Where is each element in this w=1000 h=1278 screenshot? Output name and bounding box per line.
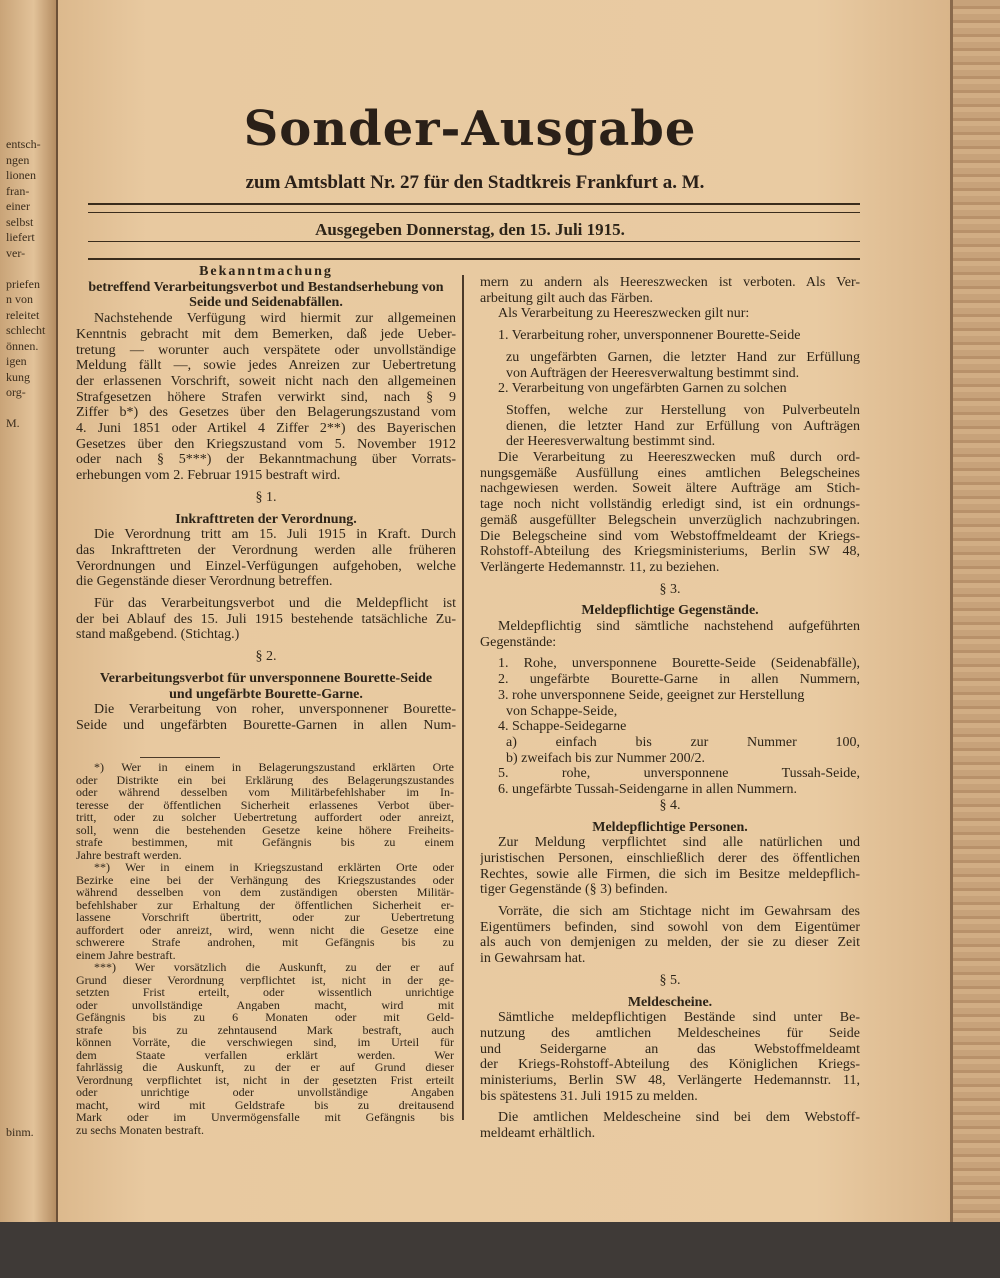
text-line: 6. ungefärbte Tussah-Seidengarne in allen Nummern.: [498, 782, 797, 798]
footnote-line: zu sechs Monaten bestraft.: [76, 1123, 204, 1136]
footnote-line: Grund dieser Verordnung verpflichtet ist, nicht in der ge-: [76, 973, 454, 986]
spacer: [76, 734, 456, 740]
text-line: tiger Gegenstände (§ 3) befinden.: [480, 882, 668, 898]
text-line: das Inkrafttreten der Verordnung werden alle früheren: [76, 542, 456, 558]
margin-text-fragment: entsch-: [6, 137, 41, 151]
text-line: Vorräte, die sich am Stichtage nicht im Gewahrsam des: [498, 904, 860, 920]
footnote-line: strafe bestimmen, mit Gefängnis bis zu einem: [76, 836, 454, 849]
footnote-line: können Vorräte, die verschwiegen sind, im Urteil für: [76, 1036, 454, 1049]
text-line: juristischen Personen, einschließlich derer des öffentlichen: [480, 850, 860, 866]
footnote-line: schwerere Strafe androhen, mit Gefängnis bis zu: [76, 936, 454, 949]
margin-text-fragment: schlecht: [6, 323, 46, 337]
margin-text-fragment: M.: [6, 416, 20, 430]
text-line: und Seidergarne an das Webstoffmeldeamt: [480, 1041, 860, 1057]
footnote-line: soll, wenn die bestehenden Gesetze keine höhere Freiheits-: [76, 823, 454, 836]
text-line: Gegenstände:: [480, 634, 557, 650]
section-number: § 4.: [659, 797, 681, 813]
margin-text-fragment: binm.: [6, 1125, 34, 1139]
text-line: Seide und ungefärbten Bourette-Garnen in allen Num-: [76, 717, 456, 733]
text-line: Stoffen, welche zur Herstellung von Pulverbeuteln: [506, 402, 860, 418]
text-line: in Gewahrsam hat.: [480, 951, 586, 967]
text-line: 4. Schappe-Seidegarne: [498, 719, 627, 735]
text-line: Verlängerte Hedemannstr. 11, zu beziehen.: [480, 559, 720, 575]
divider: [88, 258, 860, 260]
text-line: von Schappe-Seide,: [506, 703, 618, 719]
text-line: nachgewiesen werden. Soweit ältere Aufträge am Stich-: [480, 481, 860, 497]
text-line: Ziffer b*) des Gesetzes über den Belagerungszustand vom: [76, 405, 456, 421]
section-number: § 3.: [659, 581, 681, 597]
text-line: Meldung fällt —, sowie jedes Anreizen zur Uebertretung: [76, 358, 456, 374]
text-line: Für das Verarbeitungsverbot und die Meldepflicht ist: [94, 596, 456, 612]
page-subtitle: zum Amtsblatt Nr. 27 für den Stadtkreis Frankfurt a. M.: [245, 172, 705, 193]
footnote-line: *) Wer in einem in Belagerungszustand erklärten Orte: [94, 761, 454, 774]
text-line: arbeitung gilt auch das Färben.: [480, 290, 654, 306]
previous-page-edge: [0, 0, 58, 1230]
text-line: 1. Verarbeitung roher, unversponnener Bourette-Seide: [498, 328, 801, 344]
page-stack-edge: [950, 0, 1000, 1222]
footnote-line: tritt, oder zu solcher Uebertretung auffordert oder anreizt,: [76, 811, 454, 824]
text-line: 4. Juni 1851 oder Artikel 4 Ziffer 2**) des Bayerischen: [76, 421, 456, 437]
footnote-line: auffordert oder anreizt, wird, wenn nicht die Gesetze eine: [76, 923, 454, 936]
text-line: nungsgemäße Ausfüllung eines amtlichen Belegscheines: [480, 465, 860, 481]
text-line: 5. rohe, unversponnene Tussah-Seide,: [498, 766, 860, 782]
text-line: bis spätestens 31. Juli 1915 zu melden.: [480, 1088, 698, 1104]
footnote-line: Verordnung verpflichtet ist, nicht in der gesetzten Frist erteilt: [76, 1073, 454, 1086]
text-line: erhebungen vom 2. Februar 1915 bestraft wird.: [76, 468, 341, 484]
left-column: [76, 264, 456, 740]
section-heading: Verarbeitungsverbot für unversponnene Bourette-Seide: [99, 670, 433, 686]
text-line: der Heeresverwaltung bestimmt sind.: [506, 434, 716, 450]
footnote-line: Mark oder im Unvermögensfalle mit Gefängnis bis: [76, 1111, 454, 1124]
divider: [88, 241, 860, 242]
footnote-line: lassene Vorschrift übertritt, oder zur Uebertretung: [76, 911, 454, 924]
column-divider: [462, 275, 464, 1120]
text-line: Meldepflichtig sind sämtliche nachstehend aufgeführten: [498, 619, 860, 635]
margin-text-fragment: releitet: [6, 307, 40, 322]
text-line: Die Verarbeitung von roher, unversponnener Bourette-: [94, 702, 456, 718]
spacer: [480, 1142, 860, 1148]
text-line: tretung — worunter auch verspätete oder unvollständige: [76, 342, 456, 358]
section-heading: und ungefärbte Bourette-Garne.: [169, 686, 363, 702]
text-line: Sämtliche meldepflichtigen Bestände sind unter Be-: [498, 1010, 860, 1026]
footnote-line: **) Wer in einem in Kriegszustand erklärten Orte oder: [94, 861, 454, 874]
text-line: Nachstehende Verfügung wird hiermit zur allgemeinen: [94, 311, 456, 327]
margin-text-fragment: igen: [6, 354, 27, 368]
footnote-line: oder Distrikte ein bei Erklärung des Belagerungszustandes: [76, 773, 454, 786]
section-heading: Meldescheine.: [627, 994, 713, 1010]
text-line: Als Verarbeitung zu Heereszwecken gilt nur:: [498, 306, 750, 322]
text-line: als auch von demjenigen zu melden, der sie zu dieser Zeit: [480, 935, 860, 951]
text-line: der bei Ablauf des 15. Juli 1915 bestehende tatsächliche Zu-: [76, 611, 456, 627]
section-number: § 5.: [659, 972, 681, 988]
text-line: Rechtes, sowie alle Firmen, die sich im Besitze meldepflich-: [480, 866, 860, 882]
footnotes: [76, 761, 454, 1136]
margin-text-fragment: fran-: [6, 183, 30, 198]
text-line: meldeamt erhältlich.: [480, 1126, 596, 1142]
margin-text-fragment: önnen.: [6, 338, 39, 353]
text-line: Die Verarbeitung zu Heereszwecken muß durch ord-: [498, 450, 860, 466]
footnote-line: Bezirke eine bei der Verhängung des Kriegszustandes oder: [76, 873, 454, 886]
text-line: der Kriegs-Rohstoff-Abteilung des Königlichen Kriegs-: [480, 1057, 860, 1073]
margin-text-fragment: kung: [6, 369, 30, 384]
text-line: Die Verordnung tritt am 15. Juli 1915 in Kraft. Durch: [94, 527, 456, 543]
footnote-line: oder während desselben vom Militärbefehlshaber im In-: [76, 786, 454, 799]
divider: [88, 203, 860, 205]
margin-text-fragment: liefert: [6, 230, 35, 244]
text-line: tage noch nicht vollständig erledigt sind, ist ein ordnungs-: [480, 497, 860, 513]
footnote-line: dem Staate verfallen erklärt werden. Wer: [76, 1048, 454, 1061]
text-line: Strafgesetzen höhere Strafen verwirkt sind, nach § 9: [76, 389, 456, 405]
text-line: nutzung des amtlichen Meldescheines für Seide: [480, 1025, 860, 1041]
text-line: von Aufträgen der Heeresverwaltung bestimmt sind.: [506, 365, 800, 381]
footnote-line: fahrlässig die Auskunft, zu der er auf Grund dieser: [76, 1061, 454, 1074]
text-line: a) einfach bis zur Nummer 100,: [506, 734, 860, 750]
text-line: 3. rohe unversponnene Seide, geeignet zur Herstellung: [498, 687, 805, 703]
text-line: 1. Rohe, unversponnene Bourette-Seide (Seidenabfälle),: [498, 656, 860, 672]
section-heading: betreffend Verarbeitungsverbot und Bestandserhebung von: [88, 279, 444, 295]
footnote-line: teresse der öffentlichen Sicherheit erlassenes Verbot über-: [76, 798, 454, 811]
text-line: b) zweifach bis zur Nummer 200/2.: [506, 750, 706, 766]
section-heading: Meldepflichtige Personen.: [592, 819, 748, 835]
margin-text-fragment: ver-: [6, 245, 26, 260]
issue-date: Ausgegeben Donnerstag, den 15. Juli 1915.: [315, 220, 625, 239]
margin-text-fragment: org-: [6, 385, 26, 399]
footnote-line: befehlshaber zur Erhaltung der öffentlichen Sicherheit er-: [76, 898, 454, 911]
text-line: Die Belegscheine sind vom Webstoffmeldeamt der Kriegs-: [480, 528, 860, 544]
text-line: 2. ungefärbte Bourette-Garne in allen Nummern,: [498, 672, 860, 688]
text-line: Gesetzes über den Kriegszustand vom 5. November 1912: [76, 436, 456, 452]
footnote-line: während desselben von dem zuständigen obersten Militär-: [76, 886, 454, 899]
text-line: ministeriums, Berlin SW 48, Verlängerte Hedemannstr. 11,: [480, 1073, 860, 1089]
text-line: mern zu andern als Heereszwecken ist verboten. Als Ver-: [480, 275, 860, 290]
footnote-line: macht, wird mit Geldstrafe bis zu dreitausend: [76, 1098, 454, 1111]
margin-text-fragment: selbst: [6, 214, 34, 229]
margin-text-fragment: ngen: [6, 152, 30, 167]
section-heading: Seide und Seidenabfällen.: [189, 295, 343, 311]
text-line: dienen, die letzter Hand zur Erfüllung von Aufträgen: [506, 418, 860, 434]
footnote-line: oder unvollständige Angaben macht, wird mit: [76, 998, 454, 1011]
footnote-line: Gefängnis bis zu 6 Monaten oder mit Geld-: [76, 1011, 454, 1024]
text-line: Die amtlichen Meldescheine sind bei dem Webstoff-: [498, 1110, 860, 1126]
divider: [88, 212, 860, 213]
margin-text-fragment: priefen: [6, 276, 40, 291]
book-cover-bottom: [0, 1222, 1000, 1278]
footnote-line: einem Jahre bestraft.: [76, 948, 176, 961]
margin-text-fragment: einer: [6, 199, 30, 213]
text-line: Eigentümers befinden, sind sowohl von dem Eigentümer: [480, 919, 860, 935]
footnote-line: Jahre bestraft werden.: [76, 848, 182, 861]
text-line: oder nach § 5***) der Bekanntmachung über Vorrats-: [76, 452, 456, 468]
footnote-line: oder unrichtige oder unvollständige Angaben: [76, 1086, 454, 1099]
section-heading: Meldepflichtige Gegenstände.: [581, 603, 759, 619]
text-line: der erlassenen Vorschrift, soweit nicht nach den allgemeinen: [76, 373, 456, 389]
text-line: zu ungefärbten Garnen, die letzter Hand zur Erfüllung: [506, 349, 860, 365]
margin-text-fragment: n von: [6, 292, 33, 306]
section-heading: Inkrafttreten der Verordnung.: [175, 511, 357, 527]
section-number: § 1.: [255, 489, 277, 505]
footnote-line: ***) Wer vorsätzlich die Auskunft, zu der er auf: [94, 961, 454, 974]
footnote-line: strafe bis zu zehntausend Mark bestraft, auch: [76, 1023, 454, 1036]
footnote-line: setzten Frist erteilt, oder wissentlich unrichtige: [76, 986, 454, 999]
text-line: 2. Verarbeitung von ungefärbten Garnen zu solchen: [498, 381, 787, 397]
right-column: [480, 275, 860, 1148]
text-line: gemäß ausgefüllter Belegschein unverzüglich nachzubringen.: [480, 512, 860, 528]
page-title: Sonder-Ausgabe: [243, 101, 697, 157]
margin-text-fragment: lionen: [6, 168, 36, 182]
section-number: § 2.: [255, 649, 277, 665]
text-line: die Gegenstände dieser Verordnung betreffen.: [76, 574, 333, 590]
notice-heading: Bekanntmachung: [199, 264, 333, 279]
text-line: Rohstoff-Abteilung des Kriegsministeriums, Berlin SW 48,: [480, 544, 860, 560]
text-line: Verordnungen und Einzel-Verfügungen aufgehoben, welche: [76, 558, 456, 574]
text-line: stand maßgebend. (Stichtag.): [76, 627, 240, 643]
text-line: Zur Meldung verpflichtet sind alle natürlichen und: [498, 835, 860, 851]
footnote-rule: [140, 757, 220, 758]
text-line: Kenntnis gebracht mit dem Bemerken, daß jede Ueber-: [76, 326, 456, 342]
